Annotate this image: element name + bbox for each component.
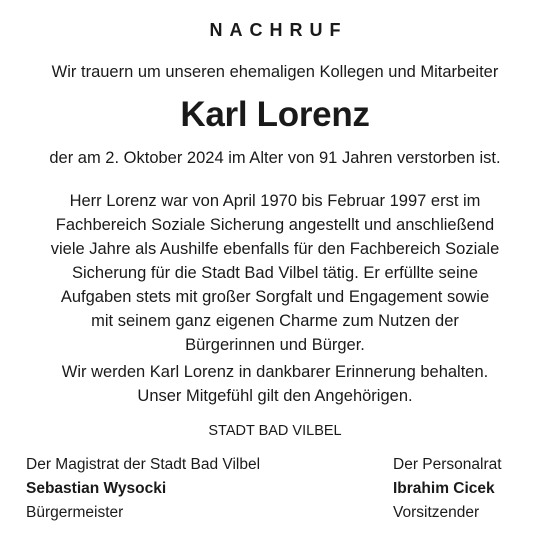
- deceased-name: Karl Lorenz: [180, 95, 370, 134]
- intro-text: Wir trauern um unseren ehemaligen Kollegen und Mitarbeiter: [51, 63, 499, 81]
- organization-name: STADT BAD VILBEL: [208, 423, 342, 439]
- signature-block-magistrate: [26, 453, 260, 525]
- signature-role: Bürgermeister: [26, 504, 124, 521]
- signature-name: Sebastian Wysocki: [26, 480, 167, 497]
- biography-line: Fachbereich Soziale Sicherung angestellt und anschließend: [55, 216, 495, 234]
- biography-line: Sicherung für die Stadt Bad Vilbel tätig. Er erfüllte seine: [71, 264, 478, 282]
- biography-line: Herr Lorenz war von April 1970 bis Februar 1997 erst im: [69, 192, 481, 210]
- signature-block-staff-council: [393, 453, 502, 525]
- signature-name: Ibrahim Cicek: [393, 480, 495, 497]
- signature-body: Der Magistrat der Stadt Bad Vilbel: [26, 456, 261, 473]
- remembrance-line: Wir werden Karl Lorenz in dankbarer Erinnerung behalten.: [61, 363, 489, 381]
- remembrance-paragraph: [20, 360, 530, 408]
- signature-role: Vorsitzender: [393, 504, 480, 521]
- signature-body: Der Personalrat: [393, 456, 502, 473]
- remembrance-line: Unser Mitgefühl gilt den Angehörigen.: [137, 387, 413, 405]
- death-date-text: der am 2. Oktober 2024 im Alter von 91 Jahren verstorben ist.: [49, 149, 501, 167]
- biography-paragraph: [20, 189, 530, 357]
- biography-line: Aufgaben stets mit großer Sorgfalt und Engagement sowie: [60, 288, 490, 306]
- biography-line: Bürgerinnen und Bürger.: [185, 336, 365, 354]
- biography-line: viele Jahre als Aushilfe ebenfalls für den Fachbereich Soziale: [50, 240, 500, 258]
- biography-line: mit seinem ganz eigenen Charme zum Nutzen der: [91, 312, 459, 330]
- notice-heading: NACHRUF: [209, 20, 348, 40]
